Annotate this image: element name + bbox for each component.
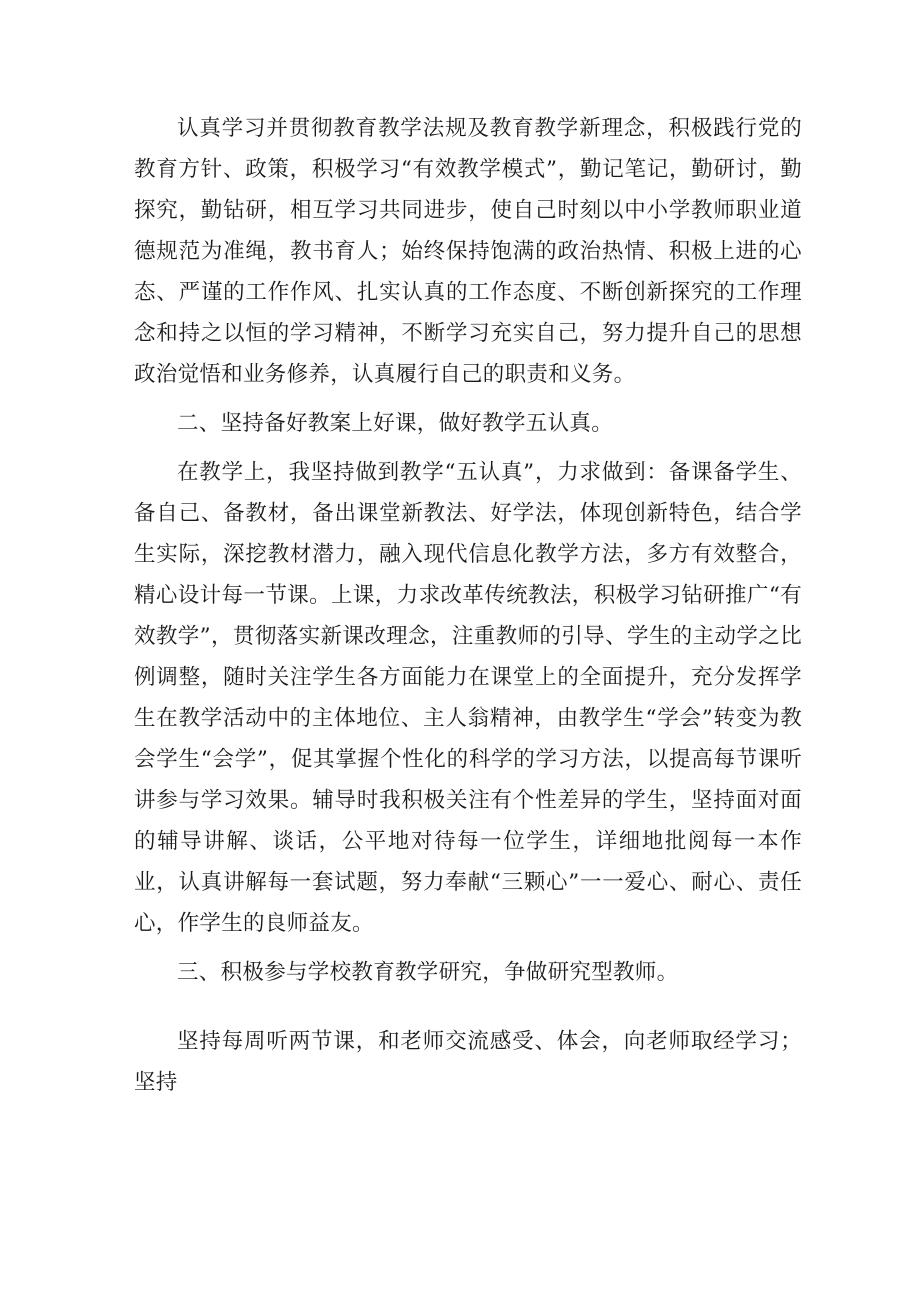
paragraph-lesson-observation: 坚持每周听两节课，和老师交流感受、体会，向老师取经学习；坚持	[134, 1029, 802, 1095]
section-heading-3: 三、积极参与学校教育教学研究，争做研究型教师。	[177, 960, 679, 985]
document-body	[134, 108, 802, 1103]
paragraph-teaching-five-earnest: 在教学上，我坚持做到教学“五认真”，力求做到：备课备学生、备自己、备教材，备出课堂新教法、好学法，体现创新特色，结合学生实际，深挖教材潜力，融入现代信息化教学方法，多方有效整合，精心设计每一节课。上课，力求改革传统教法，积极学习钻研推广“有效教学”，贯彻落实新课改理念，注重教师的引导、学生的主动学之比例调整，随时关注学生各方面能力在课堂上的全面提升，充分发挥学生在教学活动中的主体地位、主人翁精神，由教学生“学会”转变为教会学生“会学”，促其掌握个性化的科学的学习方法，以提高每节课听讲参与学习效果。辅导时我积极关注有个性差异的学生，坚持面对面的辅导讲解、谈话，公平地对待每一位学生，详细地批阅每一本作业，认真讲解每一套试题，努力奉献“三颗心”一一爱心、耐心、责任心，作学生的良师益友。	[134, 460, 802, 936]
section-heading-2: 二、坚持备好教案上好课，做好教学五认真。	[177, 411, 614, 436]
paragraph-study-policy: 认真学习并贯彻教育教学法规及教育教学新理念，积极践行党的教育方针、政策，积极学习“有效教学模式”，勤记笔记，勤研讨，勤探究，勤钻研，相互学习共同进步，使自己时刻以中小学教师职业道德规范为准绳，教书育人；始终保持饱满的政治热情、积极上进的心态、严谨的工作作风、扎实认真的工作态度、不断创新探究的工作理念和持之以恒的学习精神，不断学习充实自己，努力提升自己的思想政治觉悟和业务修养，认真履行自己的职责和义务。	[134, 116, 802, 387]
